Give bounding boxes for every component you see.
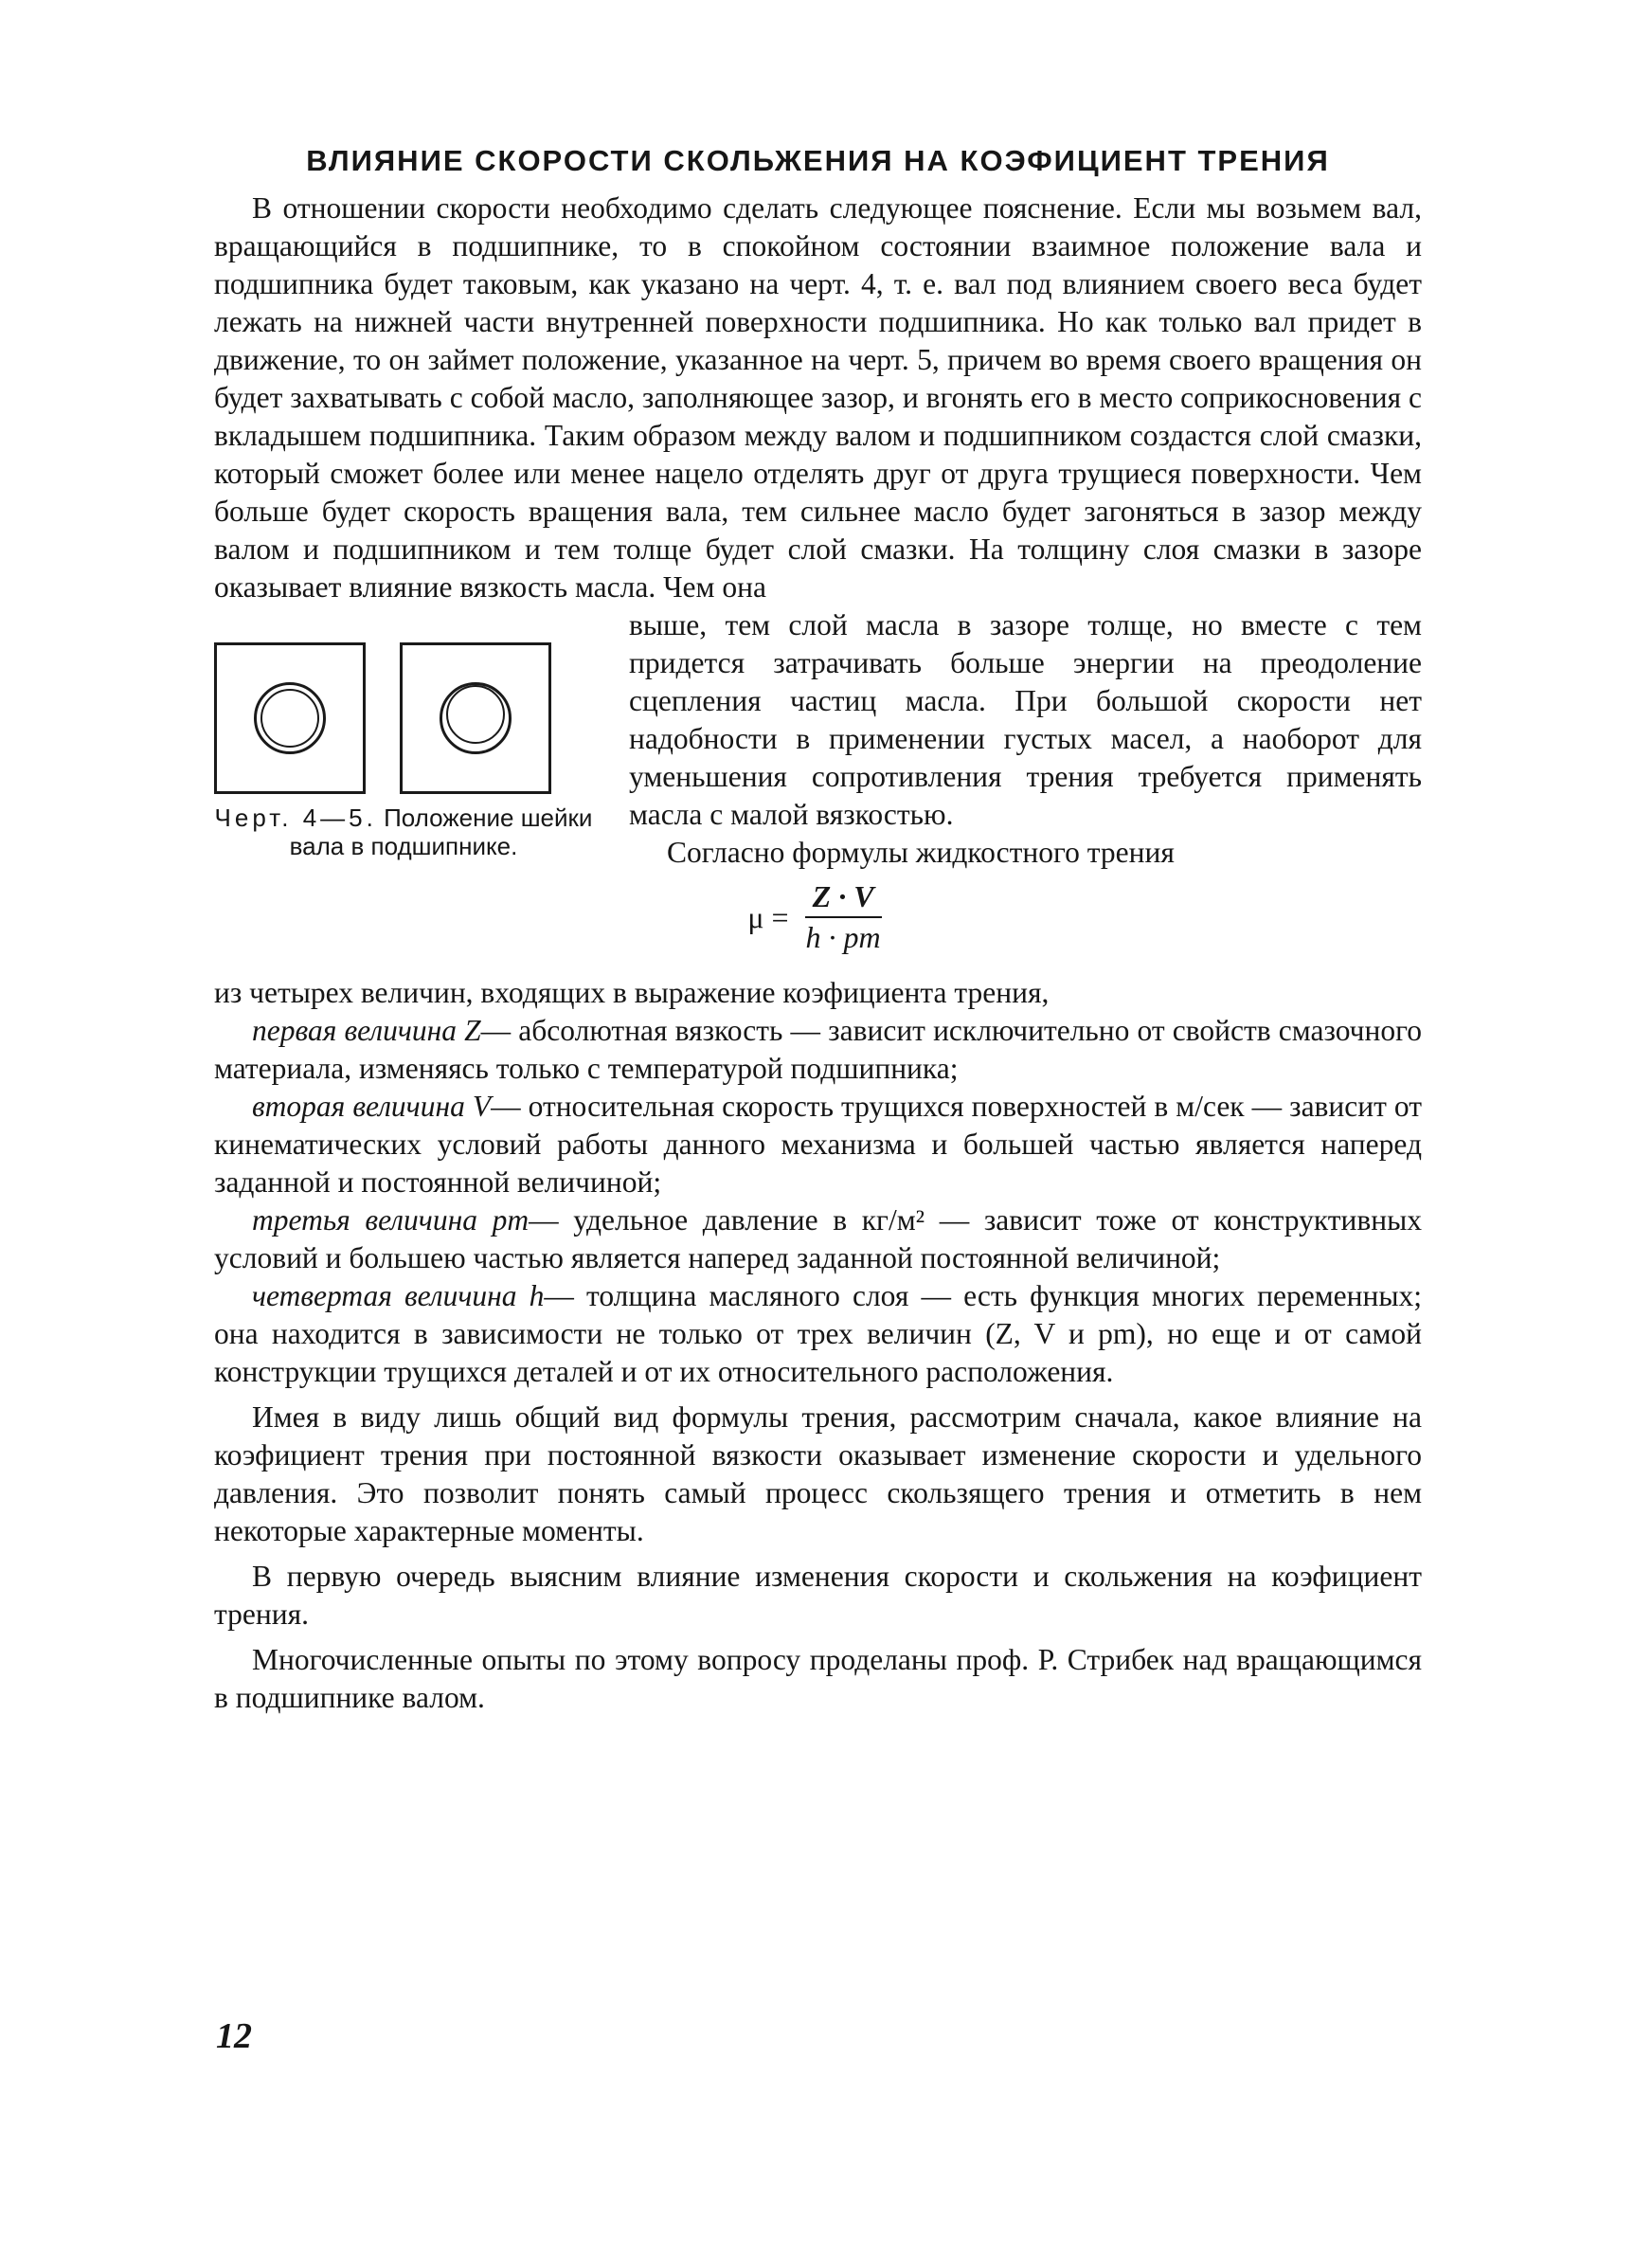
formula-denominator: h · pm <box>805 920 881 954</box>
list-item <box>214 1201 1422 1277</box>
shaft-journal <box>260 689 319 748</box>
figure-bearing <box>214 608 593 860</box>
figure-side-text <box>629 606 1422 872</box>
item-text: — толщина масляного слоя — есть функция многих переменных; она находится в зависимости не только от трех величин (Z, V и pm), но еще и от самой конструкции трущихся деталей и от их относительного расположения. <box>214 1279 1422 1388</box>
item-text: — относительная скорость трущихся поверхностей в м/сек — зависит от кинематических условий работы данного механизма и большей частью является наперед заданной и постоянной величиной; <box>214 1090 1422 1199</box>
formula-intro: Согласно формулы жидкостного трения <box>667 836 1175 869</box>
item-lead: третья величина pm <box>252 1203 530 1237</box>
figure-caption-number: Черт. 4—5. <box>214 803 377 832</box>
page-body <box>214 142 1422 1717</box>
formula-lhs: μ = <box>747 899 789 934</box>
page-number: 12 <box>216 2016 252 2056</box>
paragraph-stribeck: Многочисленные опыты по этому вопросу проделаны проф. Р. Стрибек над вращающимся в подшипнике валом. <box>214 1643 1422 1714</box>
paragraph-speed-intro: В отношении скорости необходимо сделать следующее пояснение. Если мы возьмем вал, вращающийся в подшипнике, то в спокойном состоянии взаимное положение вала и подшипника будет таковым, как указано на черт. 4, т. е. вал под влиянием своего веса будет лежать на нижней части внутренней поверхности подшипника. Но как только вал придет в движение, то он займет положение, указанное на черт. 5, причем во время своего вращения он будет захватывать с собой масло, заполняющее зазор, и вгонять его в место соприкосновения с вкладышем подшипника. Таким образом между валом и подшипником создастся слой смазки, который сможет более или менее нацело отделять друг от друга трущиеся поверхности. Чем больше будет скорость вращения вала, тем сильнее масло будет загоняться в зазор между валом и подшипником и тем толще будет слой смазки. На толщину слоя смазки в зазоре оказывает влияние вязкость масла. Чем она <box>214 191 1422 604</box>
friction-formula <box>214 879 1422 955</box>
list-item <box>214 1088 1422 1201</box>
item-text: — абсолютная вязкость — зависит исключительно от свойств смазочного материала, изменяясь только с температурой подшипника; <box>214 1014 1422 1085</box>
formula-fraction <box>799 879 889 955</box>
paragraph-first-step: В первую очередь выясним влияние изменения скорости и скольжения на коэфициент трения. <box>214 1560 1422 1631</box>
bearing-at-rest-drawing <box>214 642 366 794</box>
list-item <box>214 1012 1422 1088</box>
list-item <box>214 1277 1422 1391</box>
figure-caption-text: Положение шейки вала в подшипнике. <box>289 803 593 860</box>
paragraph-viscosity: выше, тем слой масла в зазоре толще, но вместе с тем придется затрачивать больше энергии на преодоление сцепления частиц масла. При большой скорости нет надобности в применении густых масел, а наоборот для уменьшения сопротивления трения требуется применять масла с малой вязкостью. <box>629 608 1422 831</box>
item-text: — удельное давление в кг/м² — зависит тоже от конструктивных условий и большею частью является наперед заданной постоянной величиной; <box>214 1203 1422 1274</box>
figure-drawings <box>214 642 593 794</box>
paragraph-general-view: Имея в виду лишь общий вид формулы трения, рассмотрим сначала, какое влияние на коэфициент трения при постоянной вязкости оказывает изменение скорости и удельного давления. Это позволит понять самый процесс скользящего трения и отметить в нем некоторые характерные моменты. <box>214 1400 1422 1547</box>
item-lead: первая величина Z <box>252 1014 481 1047</box>
shaft-journal <box>446 685 505 744</box>
formula-numerator: Z · V <box>805 879 882 918</box>
item-lead: четвертая величина h <box>252 1279 545 1312</box>
paragraph-four-quantities: из четырех величин, входящих в выражение коэфициента трения, <box>214 976 1050 1009</box>
figure-caption <box>214 803 593 860</box>
bearing-rotating-drawing <box>400 642 551 794</box>
section-heading: ВЛИЯНИЕ СКОРОСТИ СКОЛЬЖЕНИЯ НА КОЭФИЦИЕНТ ТРЕНИЯ <box>306 144 1330 177</box>
item-lead: вторая величина V <box>252 1090 492 1123</box>
